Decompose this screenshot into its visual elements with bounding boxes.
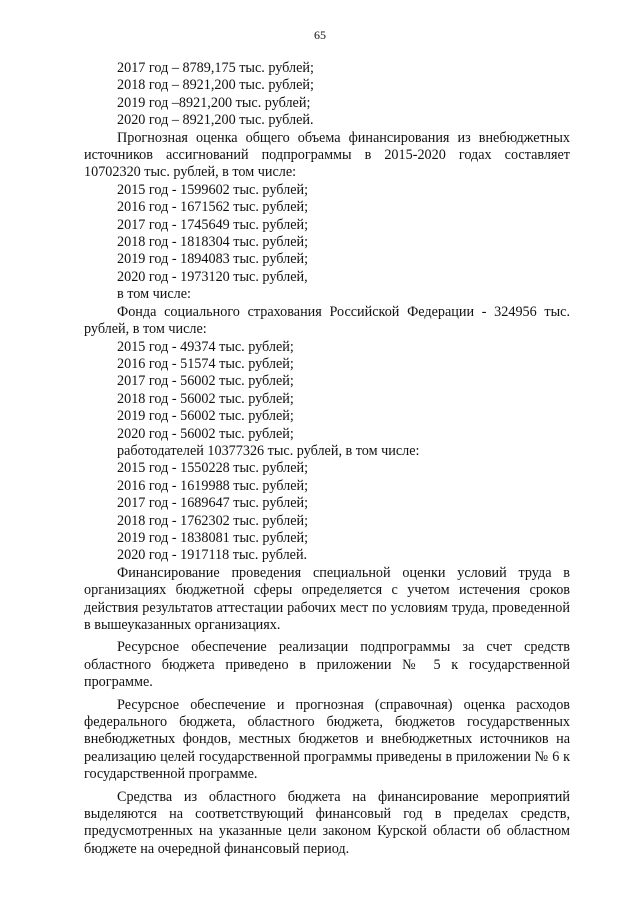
list-item: 2018 год - 56002 тыс. рублей;: [117, 390, 294, 407]
paragraph-fss: Фонда социального страхования Российской Федерации - 324956 тыс. рублей, в том числе:: [84, 303, 570, 338]
list-item: 2015 год - 49374 тыс. рублей;: [117, 338, 294, 355]
paragraph-special-assessment: Финансирование проведения специальной оценки условий труда в организациях бюджетной сферы определяется с учетом истечения сроков действия результатов аттестации рабочих мест по условиям труда, проведенной в вышеуказанных организациях.: [84, 564, 570, 633]
list-item: 2016 год - 51574 тыс. рублей;: [117, 355, 294, 372]
list-item: 2016 год - 1619988 тыс. рублей;: [117, 477, 309, 494]
funding-list-employers: [84, 460, 570, 564]
paragraph-resource-regional: Ресурсное обеспечение реализации подпрограммы за счет средств областного бюджета приведено в приложении № 5 к государственной программе.: [84, 639, 570, 691]
paragraph-forecast: Прогнозная оценка общего объема финансирования из внебюджетных источников ассигнований подпрограммы в 2015-2020 годах составляет 10702320 тыс. рублей, в том числе:: [84, 129, 570, 181]
list-item: 2015 год - 1599602 тыс. рублей;: [117, 181, 309, 198]
list-item: 2018 год - 1762302 тыс. рублей;: [117, 512, 309, 529]
document-body: [84, 60, 570, 858]
list-item: 2020 год - 1973120 тыс. рублей,: [117, 268, 308, 285]
page-number: 65: [314, 28, 326, 42]
list-item: 2017 год - 56002 тыс. рублей;: [117, 373, 294, 390]
list-item: 2018 год – 8921,200 тыс. рублей;: [117, 77, 314, 94]
paragraph-allocation: Средства из областного бюджета на финансирование мероприятий выделяются на соответствующий финансовый год в пределах средств, предусмотренных на указанные цели законом Курской области об областном бюджете на очередной финансовый период.: [84, 788, 570, 857]
list-item: 2020 год - 56002 тыс. рублей;: [117, 425, 294, 442]
funding-list-total: [84, 182, 570, 286]
list-item: 2017 год - 1745649 тыс. рублей;: [117, 216, 309, 233]
list-item: 2019 год - 1838081 тыс. рублей;: [117, 529, 309, 546]
list-item: 2020 год - 1917118 тыс. рублей.: [117, 547, 308, 564]
list-item: 2019 год - 1894083 тыс. рублей;: [117, 251, 309, 268]
employers-line: работодателей 10377326 тыс. рублей, в том числе:: [117, 442, 420, 459]
list-item: 2017 год - 1689647 тыс. рублей;: [117, 495, 309, 512]
paragraph-resource-forecast: Ресурсное обеспечение и прогнозная (справочная) оценка расходов федерального бюджета, областного бюджета, бюджетов государственных внебюджетных фондов, местных бюджетов и внебюджетных источников на реализацию целей государственной программы приведены в приложении № 6 к государственной программе.: [84, 696, 570, 783]
list-item: 2017 год – 8789,175 тыс. рублей;: [117, 60, 314, 76]
list-item: 2020 год – 8921,200 тыс. рублей.: [117, 112, 314, 129]
list-item: 2019 год - 56002 тыс. рублей;: [117, 408, 294, 425]
list-item: 2019 год –8921,200 тыс. рублей;: [117, 94, 311, 111]
list-item: 2016 год - 1671562 тыс. рублей;: [117, 199, 309, 216]
in-that-number-label: в том числе:: [117, 286, 191, 303]
list-item: 2018 год - 1818304 тыс. рублей;: [117, 234, 309, 251]
list-item: 2015 год - 1550228 тыс. рублей;: [117, 460, 309, 477]
funding-list-fss: [84, 339, 570, 443]
funding-list-regional: [84, 60, 570, 130]
